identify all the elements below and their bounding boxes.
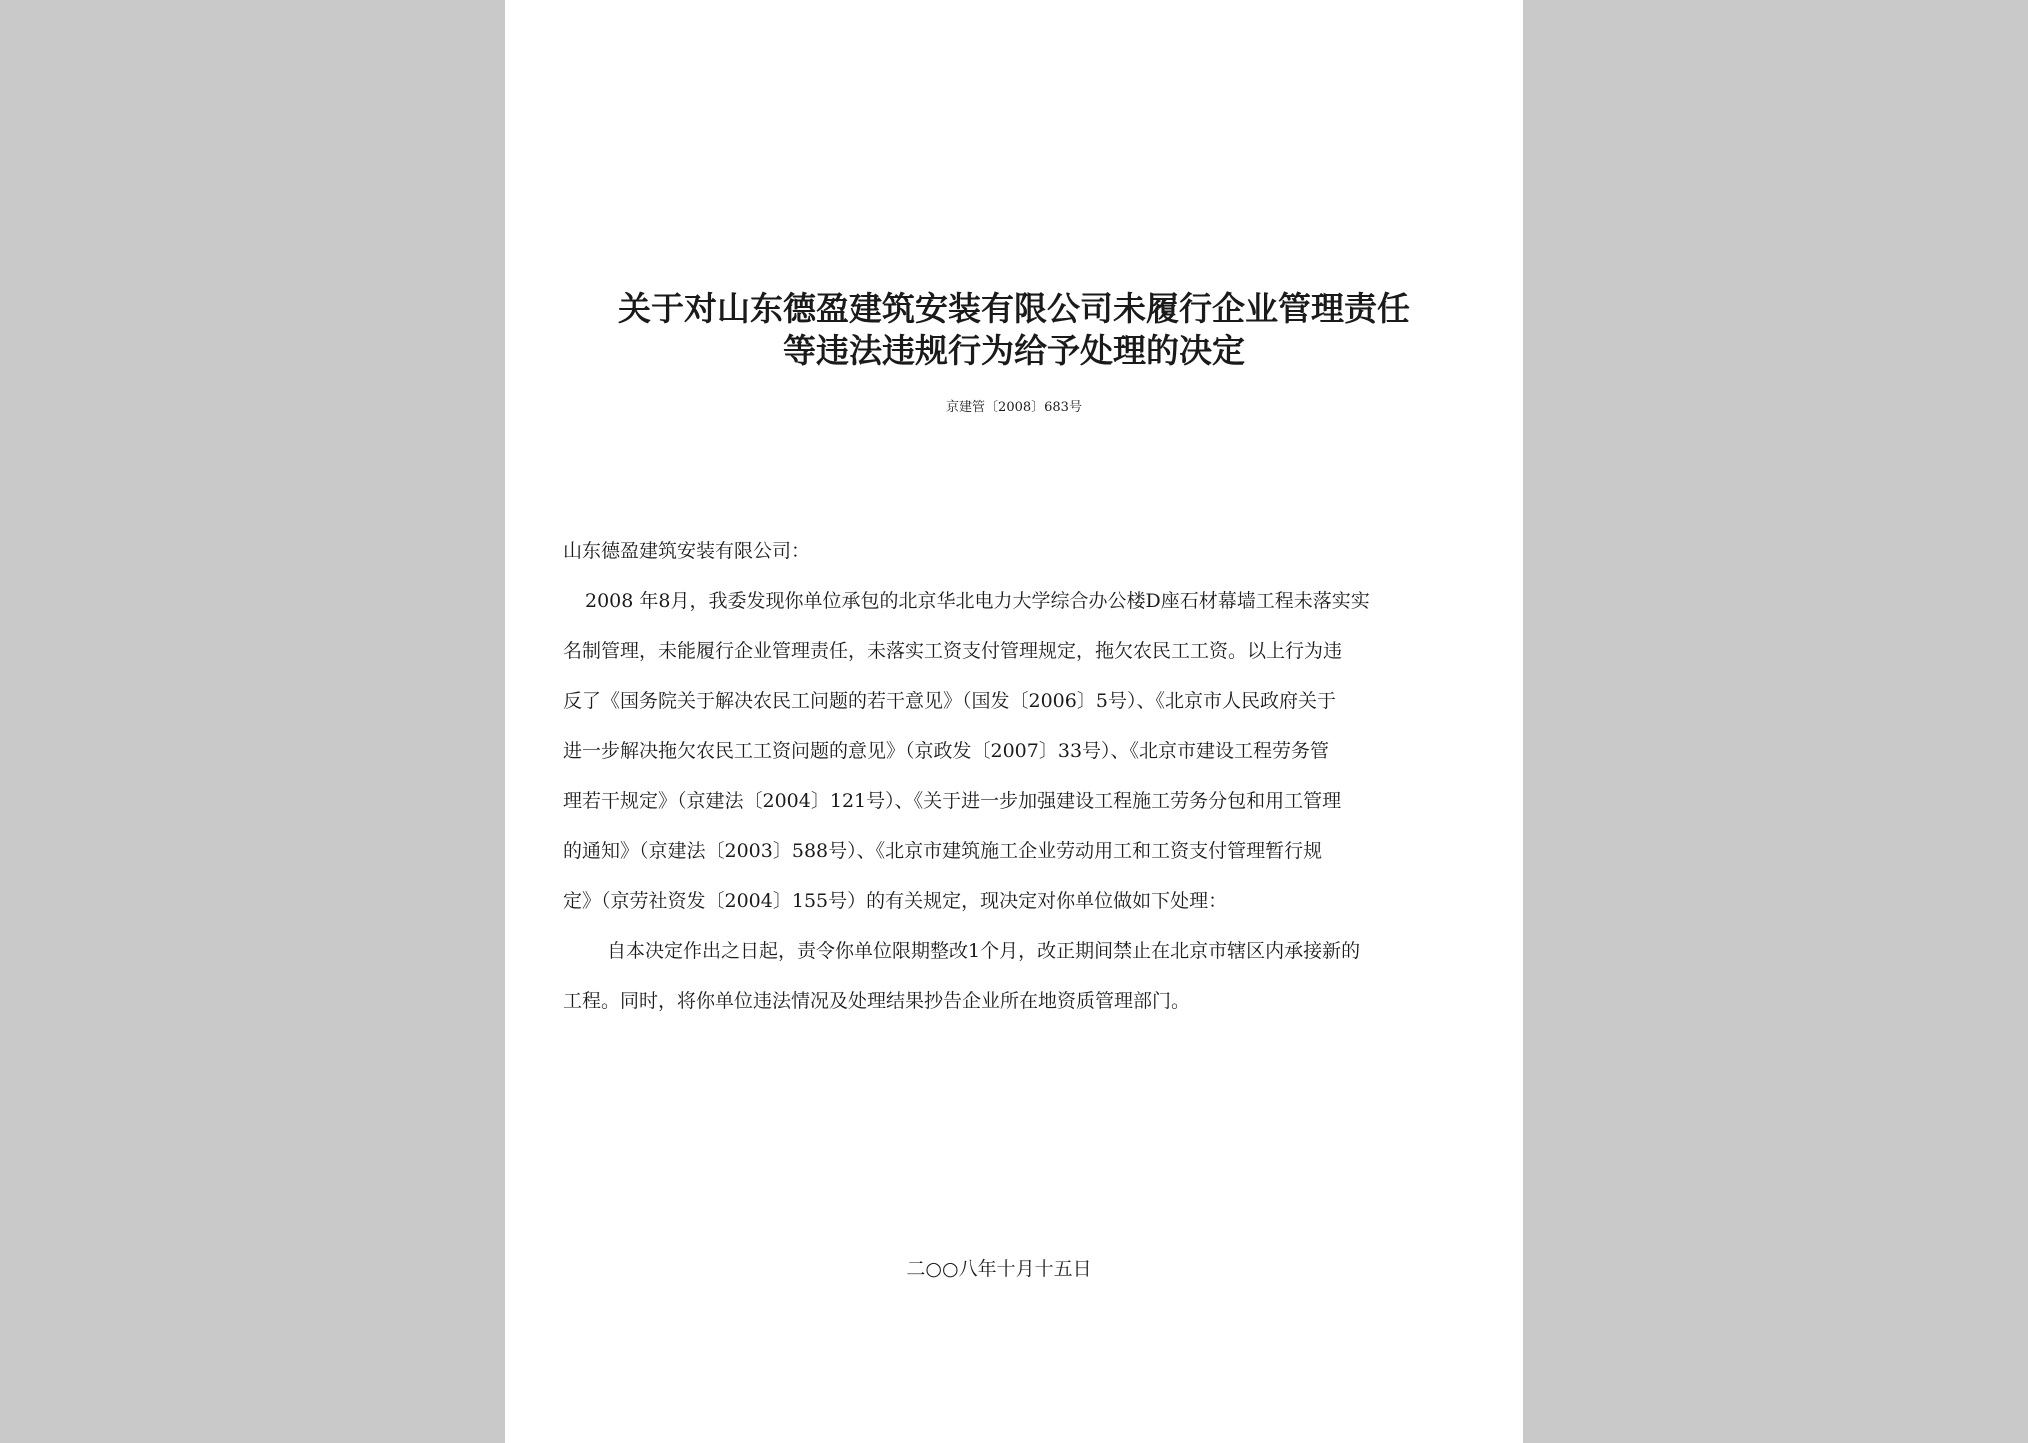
document-page bbox=[505, 0, 1523, 1443]
paragraph-1-line: 反了《国务院关于解决农民工问题的若干意见》（国发〔2006〕5号）、《北京市人民政府关于 bbox=[563, 690, 1336, 712]
paragraph-1-line: 定》（京劳社资发〔2004〕155号）的有关规定，现决定对你单位做如下处理： bbox=[563, 890, 1228, 912]
paragraph-1-line: 名制管理，未能履行企业管理责任，未落实工资支付管理规定，拖欠农民工工资。以上行为违 bbox=[563, 640, 1343, 662]
paragraph-1-line: 的通知》（京建法〔2003〕588号）、《北京市建筑施工企业劳动用工和工资支付管理暂行规 bbox=[563, 840, 1323, 862]
addressee: 山东德盈建筑安装有限公司： bbox=[563, 540, 811, 562]
document-body bbox=[563, 526, 1468, 1026]
paragraph-2-line: 工程。同时，将你单位违法情况及处理结果抄告企业所在地资质管理部门。 bbox=[563, 990, 1191, 1012]
document-number: 京建管〔2008〕683号 bbox=[946, 400, 1082, 415]
title-line-1: 关于对山东德盈建筑安装有限公司未履行企业管理责任 bbox=[618, 289, 1410, 328]
paragraph-2-line: 自本决定作出之日起，责令你单位限期整改1个月，改正期间禁止在北京市辖区内承接新的 bbox=[607, 940, 1361, 962]
paragraph-1-line: 进一步解决拖欠农民工工资问题的意见》（京政发〔2007〕33号）、《北京市建设工程劳务管 bbox=[563, 740, 1330, 762]
date-text: 二○○八年十月十五日 bbox=[906, 1258, 1092, 1280]
paragraph-1-line: 2008 年8月，我委发现你单位承包的北京华北电力大学综合办公楼D座石材幕墙工程未落实实 bbox=[585, 590, 1370, 612]
document-date bbox=[505, 1255, 1523, 1283]
document-title bbox=[545, 288, 1483, 372]
title-line-2: 等违法违规行为给予处理的决定 bbox=[783, 331, 1245, 370]
paragraph-1-line: 理若干规定》（京建法〔2004〕121号）、《关于进一步加强建设工程施工劳务分包和用工管理 bbox=[563, 790, 1342, 812]
